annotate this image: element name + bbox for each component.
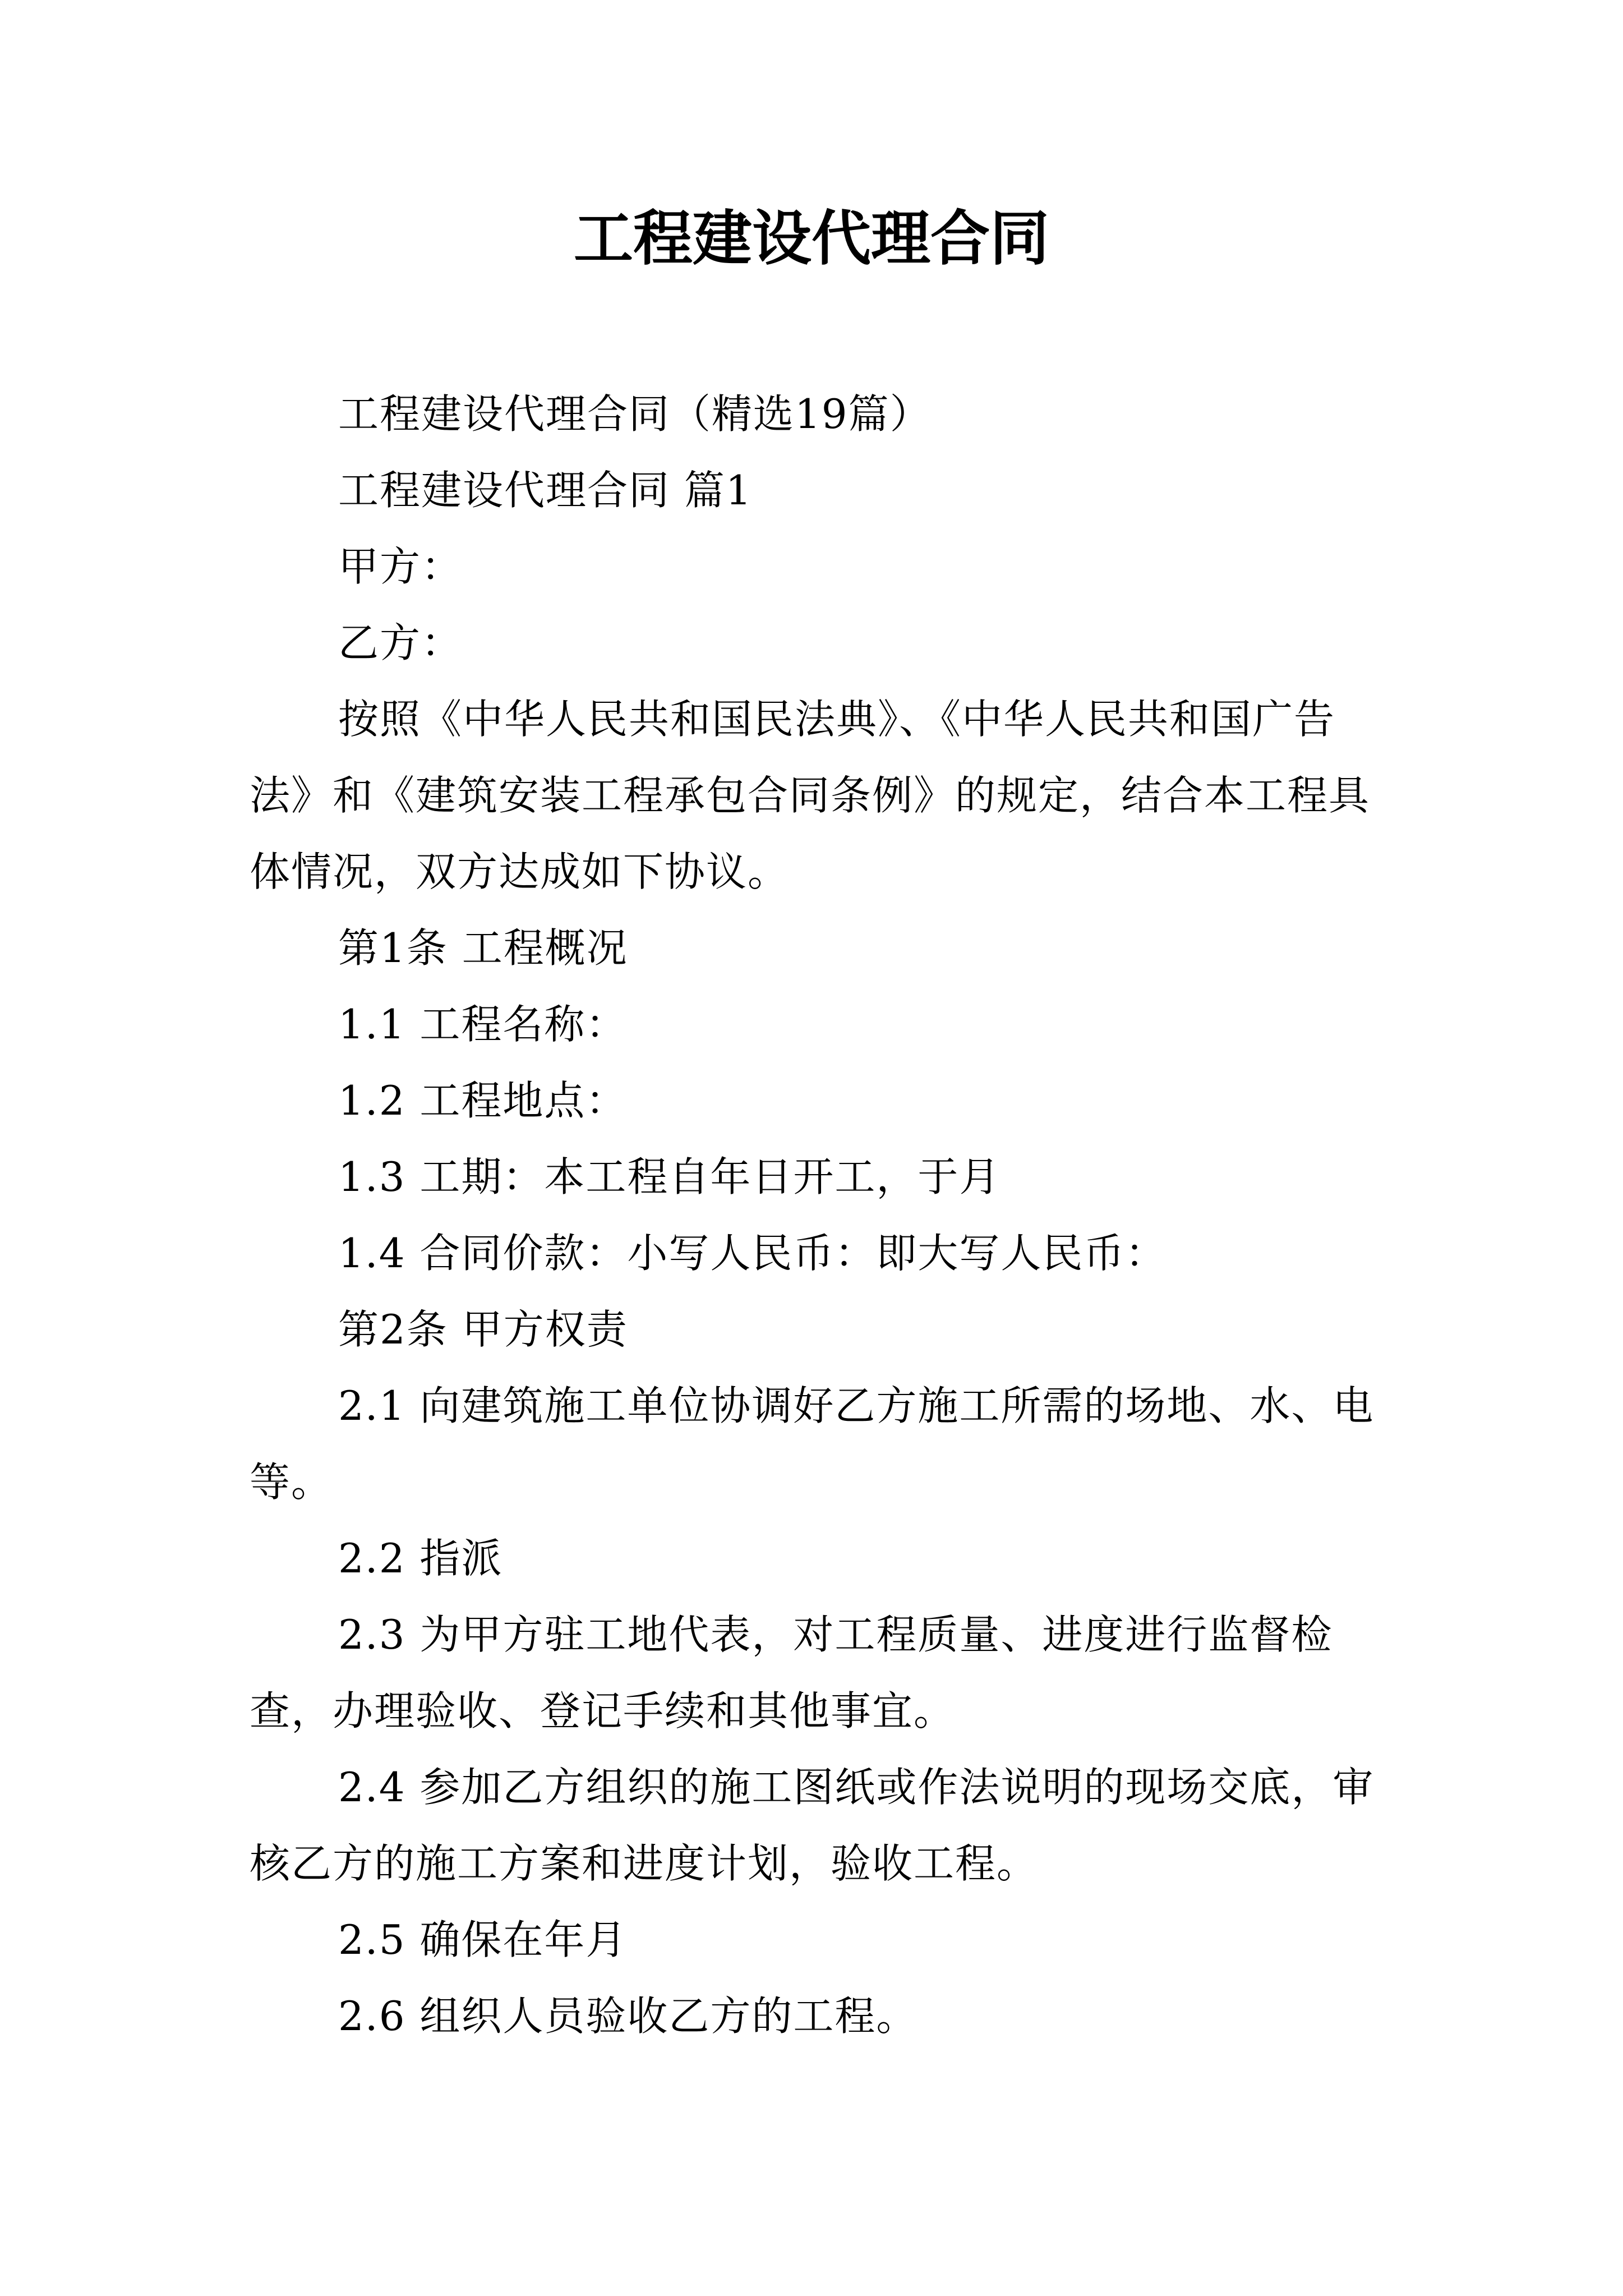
paragraph-2-6: 2.6 组织人员验收乙方的工程。 <box>338 1993 918 2040</box>
paragraph-1-1: 1.1 工程名称： <box>338 1001 628 1048</box>
paragraph-2-2: 2.2 指派 <box>338 1535 503 1582</box>
paragraph-2-4: 2.4 参加乙方组织的施工图纸或作法说明的现场交底，审核乙方的施工方案和进度计划，验收工程。 <box>250 1764 1375 1887</box>
document-body <box>250 376 1394 2054</box>
paragraph-party-b: 乙方： <box>338 619 463 666</box>
paragraph-2-3: 2.3 为甲方驻工地代表，对工程质量、进度进行监督检查，办理验收、登记手续和其他事宜。 <box>250 1611 1333 1734</box>
paragraph-1-4: 1.4 合同价款：小写人民币：即大写人民币： <box>338 1230 1167 1277</box>
paragraph-1-2: 1.2 工程地点： <box>338 1077 628 1124</box>
paragraph-section-heading: 工程建设代理合同 篇1 <box>338 467 753 514</box>
document-title: 工程建设代理合同 <box>574 203 1049 273</box>
paragraph-party-a: 甲方： <box>338 543 463 590</box>
paragraph-article-1: 第1条 工程概况 <box>338 924 628 972</box>
paragraph-1-3: 1.3 工期：本工程自年日开工，于月 <box>338 1153 1001 1200</box>
paragraph-article-2: 第2条 甲方权责 <box>338 1306 628 1353</box>
paragraph-preamble: 按照《中华人民共和国民法典》、《中华人民共和国广告法》和《建筑安装工程承包合同条例》的规定，结合本工程具体情况，双方达成如下协议。 <box>250 696 1371 895</box>
paragraph-subtitle: 工程建设代理合同（精选19篇） <box>338 390 932 438</box>
paragraph-2-1: 2.1 向建筑施工单位协调好乙方施工所需的场地、水、电等。 <box>250 1382 1375 1506</box>
paragraph-2-5: 2.5 确保在年月 <box>338 1916 628 1963</box>
